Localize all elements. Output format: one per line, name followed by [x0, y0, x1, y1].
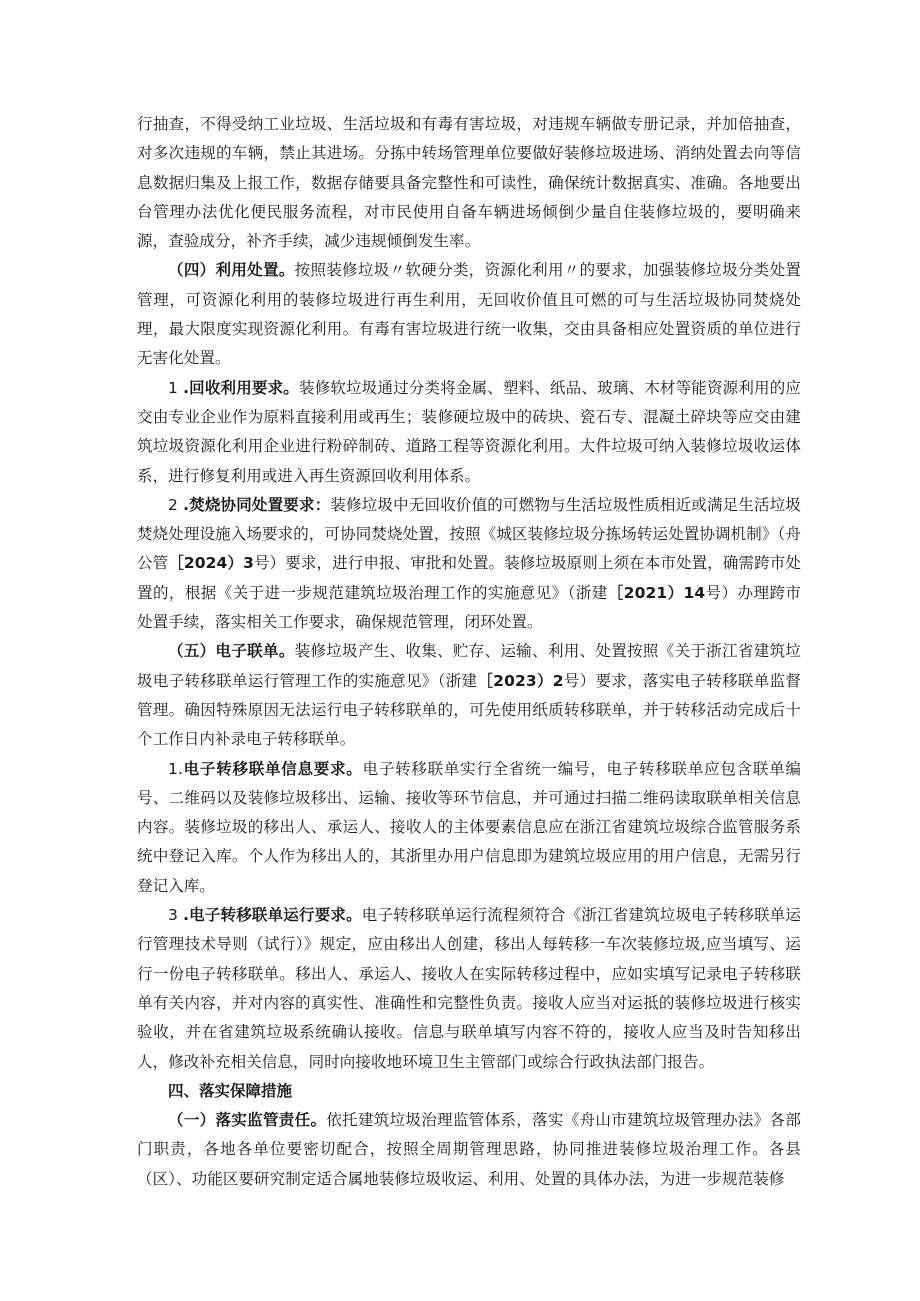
item-number: 1: [168, 378, 178, 397]
paragraph-text: 装修软垃圾通过分类将金属、塑料、纸品、玻璃、木材等能资源利用的应交由专业企业作为原料直接利用或再生；装修硬垃圾中的砖块、瓷石专、混凝土碎块等应交由建筑垃圾资源化利用企业进行粉碎制砖、道路工程等资源化利用。大件垃圾可纳入装修垃圾收运体系，进行修复利用或进入再生资源回收利用体系。: [137, 378, 802, 485]
paragraph-text: 号）要求，进行申报、审批和处置。装修垃圾原则上须在本市处置，确需跨市处置的，根据《关于进一步规范建筑垃圾治理工作的实施意见》（浙建: [137, 554, 801, 602]
section-heading-safeguards: 四、落实保障措施: [168, 1081, 293, 1100]
paragraph-text: 号）要求，落实电子转移联单监督管理。确因特殊原因无法运行电子转移联单的，可先使用纸质转移联单，并于转移活动完成后十个工作日内补录电子转移联单。: [137, 671, 801, 749]
item-number: 3: [168, 906, 178, 925]
item-number: 1.: [168, 759, 183, 778]
paragraph-manifest-info: [137, 755, 801, 901]
paragraph-lead: （一）落实监管责任。: [168, 1111, 327, 1130]
paragraph-supervision-responsibility: [137, 1106, 801, 1194]
paragraph-electronic-manifest: [137, 637, 801, 754]
paragraph-text: 电子转移联单运行流程须符合《浙江省建筑垃圾电子转移联单运行管理技术导则（试行）》规定，应由移出人创建，移出人每转移一车次装修垃圾,应当填写、运行一份电子转移联单。移出人、承运人、接收人在实际转移过程中，应如实填写记录电子转移联单有关内容，并对内容的真实性、准确性和完整性负责。接收人应当对运抵的装修垃圾进行核实验收，并在省建筑垃圾系统确认接收。信息与联单填写内容不符的，接收人应当及时告知移出人，修改补充相关信息，同时向接收地环境卫生主管部门或综合行政执法部门报告。: [137, 906, 801, 1071]
paragraph-text: 行抽查，不得受纳工业垃圾、生活垃圾和有毒有害垃圾，对违规车辆做专册记录，并加倍抽查，对多次违规的车辆，禁止其进场。分拣中转场管理单位要做好装修垃圾进场、消纳处置去向等信息数据归集及上报工作，数据存储要具备完整性和可读性，确保统计数据真实、准确。各地要出台管理办法优化便民服务流程，对市民使用自备车辆进场倾倒少量自住装修垃圾的，要明确来源，查验成分，补齐手续，减少违规倾倒发生率。: [137, 115, 801, 251]
paragraph-manifest-operation: [137, 901, 801, 1077]
paragraph-text: 装修垃圾中无回收价值的可燃物与生活垃圾性质相近或满足生活垃圾焚烧处理设施入场要求的，可协同焚烧处置，按照《城区装修垃圾分拣场转运处置协调机制》（舟公管: [137, 495, 801, 573]
paragraph-text: 装修垃圾产生、收集、贮存、运输、利用、处置按照《关于浙江省建筑垃圾电子转移联单运行管理工作的实施意见》（浙建: [137, 642, 801, 690]
paragraph-lead: （五）电子联单。: [168, 642, 295, 661]
paragraph-lead: .电子转移联单运行要求。: [183, 906, 362, 925]
paragraph-lead: .焚烧协同处置要求：: [183, 495, 331, 514]
paragraph-utilization-disposal: [137, 256, 801, 373]
paragraph-inspection: [137, 110, 801, 256]
document-reference: ［2023）2: [477, 671, 564, 690]
paragraph-text: 号）办理跨市处置手续，落实相关工作要求，确保规范管理，闭环处置。: [137, 583, 801, 632]
paragraph-lead: 电子转移联单信息要求。: [183, 759, 363, 778]
document-reference: ［2024）3: [168, 554, 254, 573]
document-reference: ［2021）14: [607, 583, 706, 602]
item-number: 2: [168, 495, 178, 514]
document-page: [137, 110, 801, 1194]
paragraph-text: 电子转移联单实行全省统一编号，电子转移联单应包含联单编号、二维码以及装修垃圾移出、运输、接收等环节信息，并可通过扫描二维码读取联单相关信息内容。装修垃圾的移出人、承运人、接收人的主体要素信息应在浙江省建筑垃圾综合监管服务系统中登记入库。个人作为移出人的，其浙里办用户信息即为建筑垃圾应用的用户信息，无需另行登记入库。: [137, 759, 801, 895]
paragraph-lead: （四）利用处置。: [168, 261, 295, 280]
paragraph-recycling-requirements: [137, 374, 801, 491]
paragraph-incineration-requirements: [137, 491, 801, 637]
paragraph-text: 按照装修垃圾〃软硬分类，资源化利用〃的要求，加强装修垃圾分类处置管理，可资源化利用的装修垃圾进行再生利用，无回收价值且可燃的可与生活垃圾协同焚烧处理，最大限度实现资源化利用。有毒有害垃圾进行统一收集，交由具备相应处置资质的单位进行无害化处置。: [137, 261, 801, 368]
paragraph-lead: .回收利用要求。: [183, 378, 300, 397]
paragraph-text: 依托建筑垃圾治理监管体系，落实《舟山市建筑垃圾管理办法》各部门职责，各地各单位要密切配合，按照全周期管理思路，协同推进装修垃圾治理工作。各县（区）、功能区要研究制定适合属地装修垃圾收运、利用、处置的具体办法，为进一步规范装修: [137, 1111, 801, 1188]
